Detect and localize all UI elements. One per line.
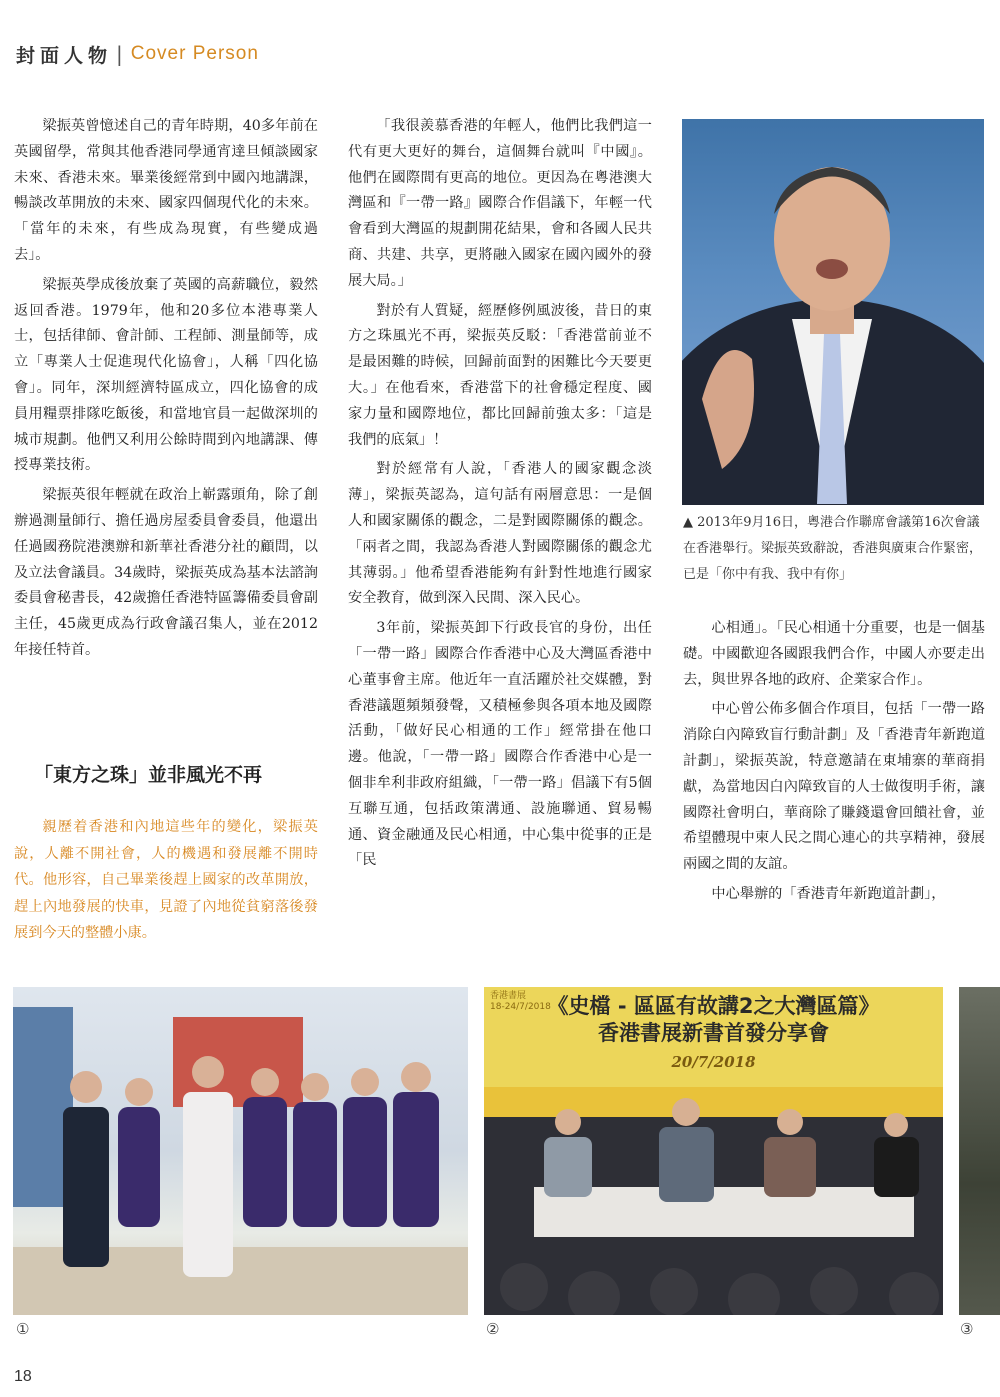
- portrait-photo: [682, 119, 984, 505]
- paragraph: 3年前，梁振英卸下行政長官的身份，出任「一帶一路」國際合作香港中心及大灣區香港中心董事會主席。他近年一直活躍於社交媒體，對香港議題頻頻發聲，又積極參與各項本地及國際活動，「做好民心相通的工作」經常掛在他口邊。他說，「一帶一路」國際合作香港中心是一個非牟利非政府組織，「一帶一路」倡議下有5個互聯互通，包括政策溝通、設施聯通、貿易暢通、資金融通及民心相通，中心集中從事的正是「民: [348, 620, 652, 869]
- paragraph: 中心曾公佈多個合作項目，包括「一帶一路消除白內障致盲行動計劃」及「香港青年新跑道計劃」，梁振英說，特意邀請在東埔寨的華商捐獻，為當地因白內障致盲的人士做復明手術，讓國際社會明白，華商除了賺錢還會回饋社會，並希望體現中柬人民之間心連心的共享精神，發展兩國之間的友誼。: [683, 701, 985, 873]
- book-fair-photo: [484, 987, 943, 1315]
- paragraph: 「我很羨慕香港的年輕人，他們比我們這一代有更大更好的舞台，這個舞台就叫『中國』。他們在國際間有更高的地位。更因為在粵港澳大灣區和『一帶一路』國際合作倡議下，年輕一代會看到大灣區的規劃開花結果，會和各國人民共商、共建、共享，更將融入國家在國內國外的發展大局。」: [348, 118, 652, 289]
- subheading: 「東方之珠」並非風光不再: [34, 764, 263, 786]
- paragraph: 梁振英很年輕就在政治上嶄露頭角，除了創辦過測量師行、擔任過房屋委員會委員，他還出任過國務院港澳辦和新華社香港分社的顧問，以及立法會議員。34歲時，梁振英成為基本法諮詢委員會秘書長，42歲擔任香港特區籌備委員會副主任，45歲更成為行政會議召集人，並在2012年接任特首。: [14, 487, 318, 658]
- panel-stage-illustration: [484, 987, 943, 1315]
- paragraph: 梁振英曾憶述自己的青年時期，40多年前在英國留學，常與其他香港同學通宵達旦傾談國家未來、香港未來。畢業後經常到中國內地講課，暢談改革開放的未來、國家四個現代化的未來。「當年的未來，有些成為現實，有些變成過去」。: [14, 118, 318, 263]
- photo-number-3: ③: [960, 1320, 974, 1338]
- photo-caption: ▲ 2013年9月16日，粵港合作聯席會議第16次會議在香港舉行。梁振英致辭說，香港與廣東合作緊密，已是「你中有我、我中有你」: [683, 515, 983, 582]
- banner-date: 20/7/2018: [671, 1053, 756, 1071]
- article-column-3: [683, 616, 985, 912]
- section-title-en: Cover Person: [130, 43, 259, 64]
- portrait-illustration: [682, 119, 984, 505]
- paragraph: 對於經常有人說，「香港人的國家觀念淡薄」，梁振英認為，這句話有兩層意思：一是個人和國家關係的觀念，二是對國際關係的觀念。「兩者之間，我認為香港人對國際關係的觀念尤其薄弱。」他希望香港能夠有針對性地進行國家安全教育，做到深入民間、深入民心。: [348, 461, 652, 607]
- partial-photo: [959, 987, 1000, 1315]
- banner-event-tag: 香港書展 18-24/7/2018: [490, 991, 551, 1012]
- group-photo-illustration: [13, 987, 468, 1315]
- page-number: 18: [14, 1368, 32, 1385]
- pull-quote: 親歷着香港和內地這些年的變化，梁振英說，人離不開社會，人的機遇和發展離不開時代。他形容，自己畢業後趕上國家的改革開放，趕上內地發展的快車，見證了內地從貧窮落後發展到今天的整體小康。: [14, 819, 318, 941]
- photo-number-2: ②: [486, 1320, 500, 1338]
- banner-title-line-2: 香港書展新書首發分享會: [598, 1021, 829, 1045]
- section-header: [16, 40, 259, 68]
- paragraph: 梁振英學成後放棄了英國的高薪職位，毅然返回香港。1979年，他和20多位本港專業人士，包括律師、會計師、工程師、測量師等，成立「專業人士促進現代化協會」，人稱「四化協會」。同年，深圳經濟特區成立，四化協會的成員用糧票排隊吃飯後，和當地官員一起做深圳的城市規劃。他們又利用公餘時間到內地講課、傳授專業技術。: [14, 276, 318, 474]
- banner-title-line-1: 《史檔 - 區區有故講2之大灣區篇》: [547, 994, 880, 1018]
- photo-number-1: ①: [16, 1320, 30, 1338]
- article-column-2: [348, 114, 652, 878]
- group-photo-students: [13, 987, 468, 1315]
- paragraph: 中心舉辦的「香港青年新跑道計劃」，: [711, 885, 946, 902]
- section-title-zh: 封面人物: [16, 44, 113, 67]
- article-column-1: [14, 114, 318, 668]
- paragraph: 心相通」。「民心相通十分重要，也是一個基礎。中國歡迎各國跟我們合作，中國人亦要走出去，與世界各地的政府、企業家合作」。: [683, 620, 985, 688]
- header-divider: |: [116, 42, 123, 66]
- paragraph: 對於有人質疑，經歷修例風波後，昔日的東方之珠風光不再，梁振英反駁：「香港當前並不是最困難的時候，回歸前面對的困難比今天要更大。」在他看來，香港當下的社會穩定程度、國家力量和國際地位，都比回歸前強太多：「這是我們的底氣」！: [348, 302, 652, 448]
